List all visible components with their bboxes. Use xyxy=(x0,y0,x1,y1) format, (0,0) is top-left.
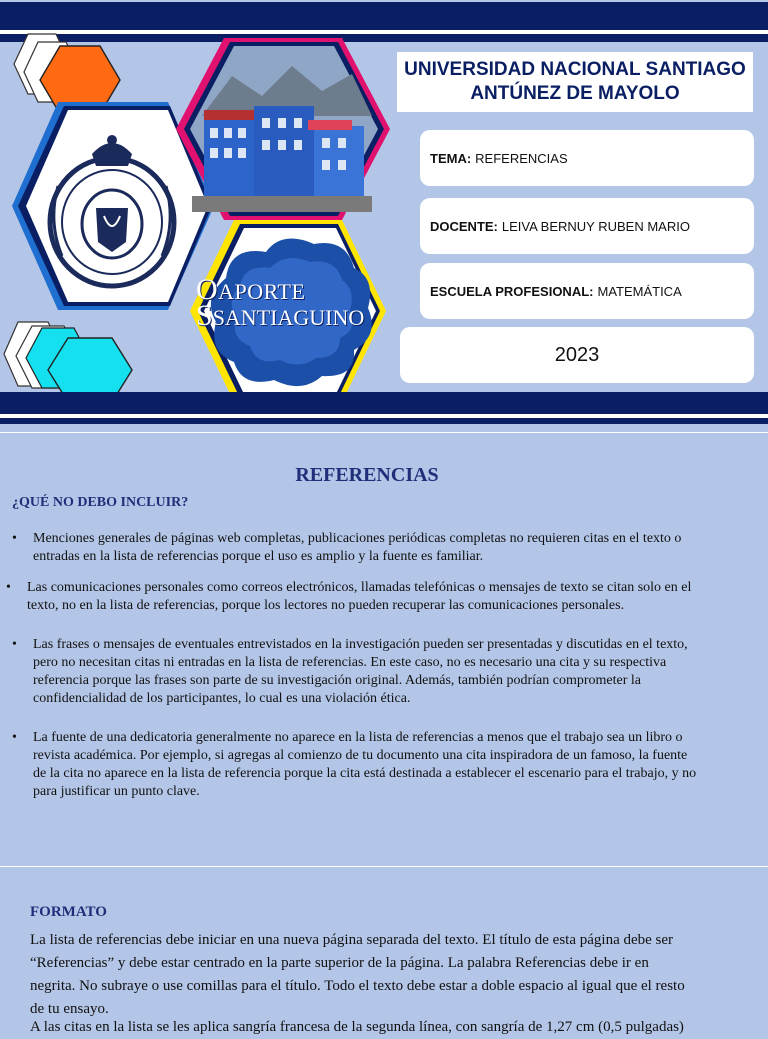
bullet-item-3 xyxy=(12,636,752,708)
bullet-line: entradas en la lista de referencias porque el uso es amplio y la fuente es familiar. xyxy=(33,549,484,564)
paragraph-line: de tu ensayo. xyxy=(30,1001,109,1017)
bottom-navy-band xyxy=(0,392,768,414)
formato-paragraph-cut: A las citas en la lista se les aplica sangría francesa de la segunda línea, con sangría de 1,27 cm (0,5 pulgadas) xyxy=(30,1019,684,1035)
bullet-item-4 xyxy=(12,729,752,801)
bullet-line: Las comunicaciones personales como correos electrónicos, llamadas telefónicas o mensajes de texto se citan solo en el xyxy=(27,580,692,595)
info-value: MATEMÁTICA xyxy=(597,283,682,299)
bullet-line: texto, no en la lista de referencias, porque los lectores no pueden recuperar las comunicaciones personales. xyxy=(27,598,625,613)
bullet-line: Menciones generales de páginas web completas, publicaciones periódicas completas no requieren citas en el texto o xyxy=(33,531,682,546)
document-title: REFERENCIAS xyxy=(295,464,439,486)
bullet-dot: • xyxy=(12,730,17,745)
info-card-tema xyxy=(420,130,754,186)
logo-initial-s: S xyxy=(196,299,213,332)
decor-hexagons-bottom xyxy=(2,318,138,402)
paragraph-line: La lista de referencias debe iniciar en una nueva página separada del texto. El título de esta página debe ser xyxy=(30,932,674,948)
bullet-dot: • xyxy=(12,531,17,546)
year-card: 2023 xyxy=(400,327,754,383)
subheading-que-no-incluir: ¿QUÉ NO DEBO INCLUIR? xyxy=(12,495,189,510)
bullet-line: confidencialidad de los participantes, lo cual es una violación ética. xyxy=(33,691,411,706)
info-label: DOCENTE: xyxy=(430,218,498,234)
info-label: TEMA: xyxy=(430,150,472,166)
bullet-line: La fuente de una dedicatoria generalmente no aparece en la lista de referencias a menos que el trabajo sea un libro o xyxy=(33,730,683,745)
cover-page xyxy=(0,0,768,430)
paragraph-line: “Referencias” y debe estar centrado en la parte superior de la página. La palabra Referencias debe ir en xyxy=(30,955,649,971)
bullet-dot: • xyxy=(6,580,11,595)
page-divider-1 xyxy=(0,432,768,433)
campus-hexagon xyxy=(172,36,394,222)
top-navy-band xyxy=(0,2,768,30)
bullet-line: revista académica. Por ejemplo, si agregas al comienzo de tu documento una cita inspiradora de un famoso, la fuente xyxy=(33,748,688,763)
bullet-item-2 xyxy=(6,579,756,615)
bullet-item-1 xyxy=(12,530,752,566)
university-name-line2: ANTÚNEZ DE MAYOLO xyxy=(470,83,680,104)
subheading-formato: FORMATO xyxy=(30,904,107,920)
university-name-line1: UNIVERSIDAD NACIONAL SANTIAGO xyxy=(404,59,746,80)
logo-text-line2: SANTIAGUINO xyxy=(212,305,365,330)
bullet-line: de la cita no aparece en la lista de referencia porque la cita está destinada a establecer el escenario para el trabajo, y no xyxy=(33,766,697,781)
logo-text-line1: APORTE xyxy=(218,279,306,304)
bullet-line: pero no necesitan citas ni entradas en la lista de referencias. En este caso, no es necesario una cita y su respectiva xyxy=(33,655,667,670)
paragraph-line: negrita. No subraye o use comillas para el título. Todo el texto debe estar a doble espacio al igual que el resto xyxy=(30,978,685,994)
logo-text xyxy=(196,273,376,332)
university-title-box xyxy=(397,52,753,112)
formato-paragraph xyxy=(30,929,730,1021)
bullet-line: para justificar un punto clave. xyxy=(33,784,200,799)
info-card-docente xyxy=(420,198,754,254)
bullet-line: Las frases o mensajes de eventuales entrevistados en la investigación pueden ser presentadas y discutidas en el texto, xyxy=(33,637,688,652)
info-value: REFERENCIAS xyxy=(475,150,568,166)
bullet-line: referencia porque las frases son parte de su investigación original. Además, también podrían comprometer la xyxy=(33,673,642,688)
bottom-navy-line xyxy=(0,418,768,424)
page-divider-2 xyxy=(0,866,768,867)
info-label: ESCUELA PROFESIONAL: xyxy=(430,283,594,299)
logo-initial-o: O xyxy=(196,273,219,306)
info-value: LEIVA BERNUY RUBEN MARIO xyxy=(501,218,690,234)
info-card-escuela xyxy=(420,263,754,319)
bullet-dot: • xyxy=(12,637,17,652)
